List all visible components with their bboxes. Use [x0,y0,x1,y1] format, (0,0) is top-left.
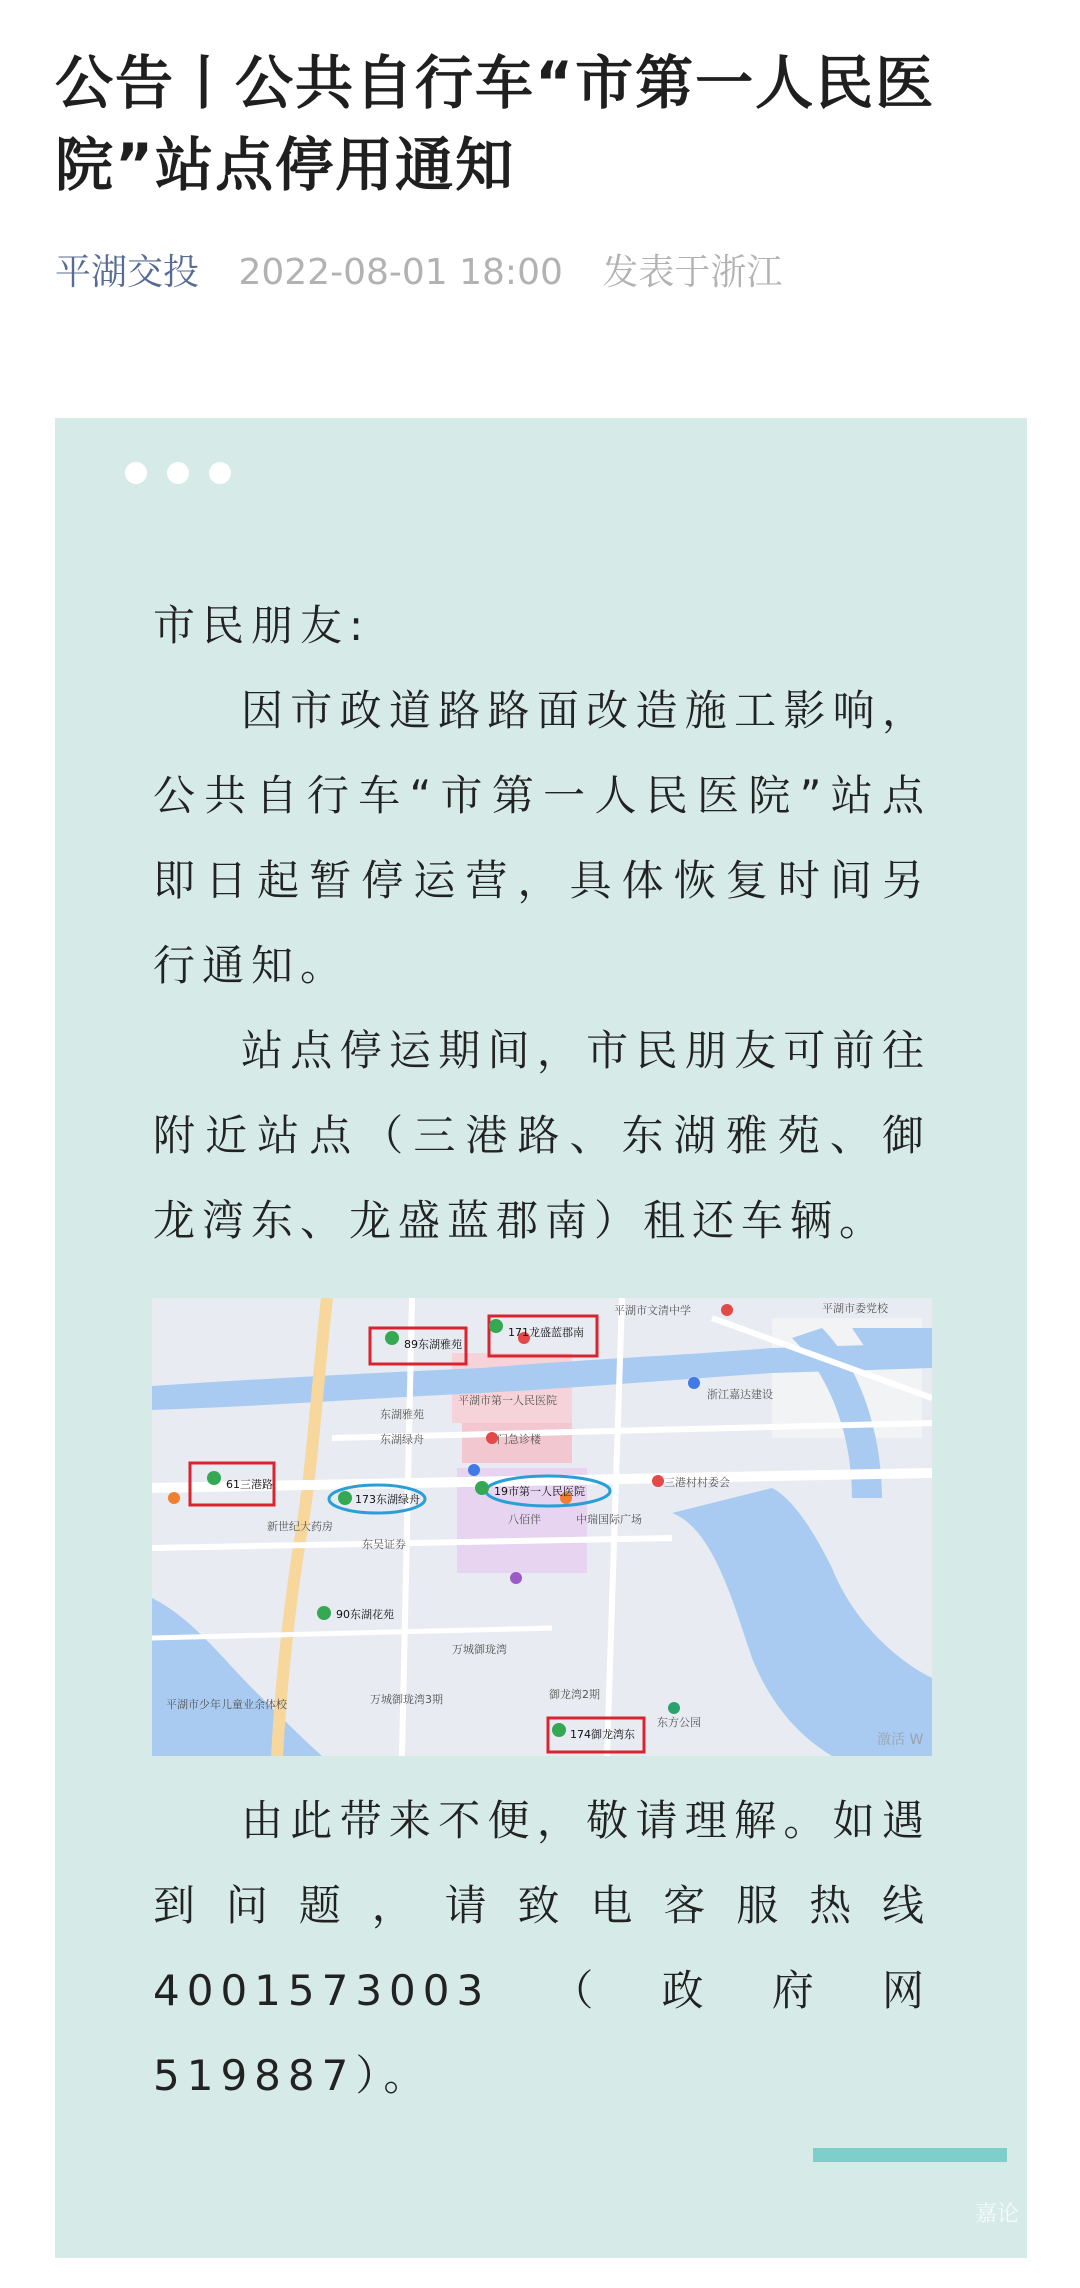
map-label-station-173: 173东湖绿舟 [355,1493,420,1506]
dot-icon [209,462,231,484]
greeting: 市民朋友: [153,601,371,650]
paragraph-hotline: 由此带来不便，敬请理解。如遇到问题，请致电客服热线4001573003（政府网519887）。 [153,1796,931,2100]
map-label-station-90: 90东湖花苑 [336,1608,394,1621]
map-label-station-61: 61三港路 [226,1478,273,1491]
article-title: 公告丨公共自行车“市第一人民医院”站点停用通知 [55,49,936,199]
map-label-bailong: 八佰伴 [508,1513,541,1526]
publish-location: 发表于浙江 [602,252,783,293]
map-label-station-174: 174御龙湾东 [570,1728,635,1741]
map-label-zhongshi: 中瑞国际广场 [576,1513,642,1526]
map-label-pinghu-school: 平湖市文清中学 [614,1304,691,1317]
map-label-hospital: 平湖市第一人民医院 [458,1394,557,1407]
map-activate-text: 激活 W [877,1732,924,1748]
map-label-dongfang: 东方公园 [657,1716,701,1729]
map-label-wancheng: 万城御珑湾 [452,1643,507,1656]
watermark: 嘉论 [974,2202,1019,2227]
author-link[interactable]: 平湖交投 [55,252,200,293]
map-label-station-89: 89东湖雅苑 [404,1338,462,1351]
map-label-xinshiji: 新世纪大药房 [267,1520,333,1533]
map-label-pinghu-party: 平湖市委党校 [822,1302,888,1315]
map-label-station-171: 171龙盛蓝郡南 [508,1326,584,1339]
map-label-yulong2: 御龙湾2期 [549,1688,600,1701]
paragraph-alternatives: 站点停运期间，市民朋友可前往附近站点（三港路、东湖雅苑、御龙湾东、龙盛蓝郡南）租还车辆。 [153,1026,931,1245]
dot-icon [167,462,189,484]
map-label-dongwu: 东吴证券 [362,1538,406,1551]
map-label-donghu-yayuan: 东湖雅苑 [380,1408,424,1421]
map-label-sangang: 三港村村委会 [664,1476,730,1489]
dot-icon [125,462,147,484]
map-label-zhejiang: 浙江嘉达建设 [707,1388,773,1401]
map-label-donghu-luzhou: 东湖绿舟 [380,1433,424,1446]
paragraph-closure: 因市政道路路面改造施工影响，公共自行车“市第一人民医院”站点即日起暂停运营，具体恢复时间另行通知。 [153,686,931,990]
map-label-wancheng3: 万城御珑湾3期 [370,1693,443,1706]
notice-card [55,418,1027,2258]
accent-bar [813,2148,1007,2162]
station-map[interactable] [152,1298,932,1756]
map-label-outpatient: 门急诊楼 [497,1433,541,1446]
decorative-dots [125,462,231,484]
map-label-pinghu-youth: 平湖市少年儿童业余体校 [166,1698,287,1711]
article-meta [55,248,782,298]
publish-date: 2022-08-01 18:00 [238,252,563,293]
map-label-station-19: 19市第一人民医院 [494,1485,585,1498]
